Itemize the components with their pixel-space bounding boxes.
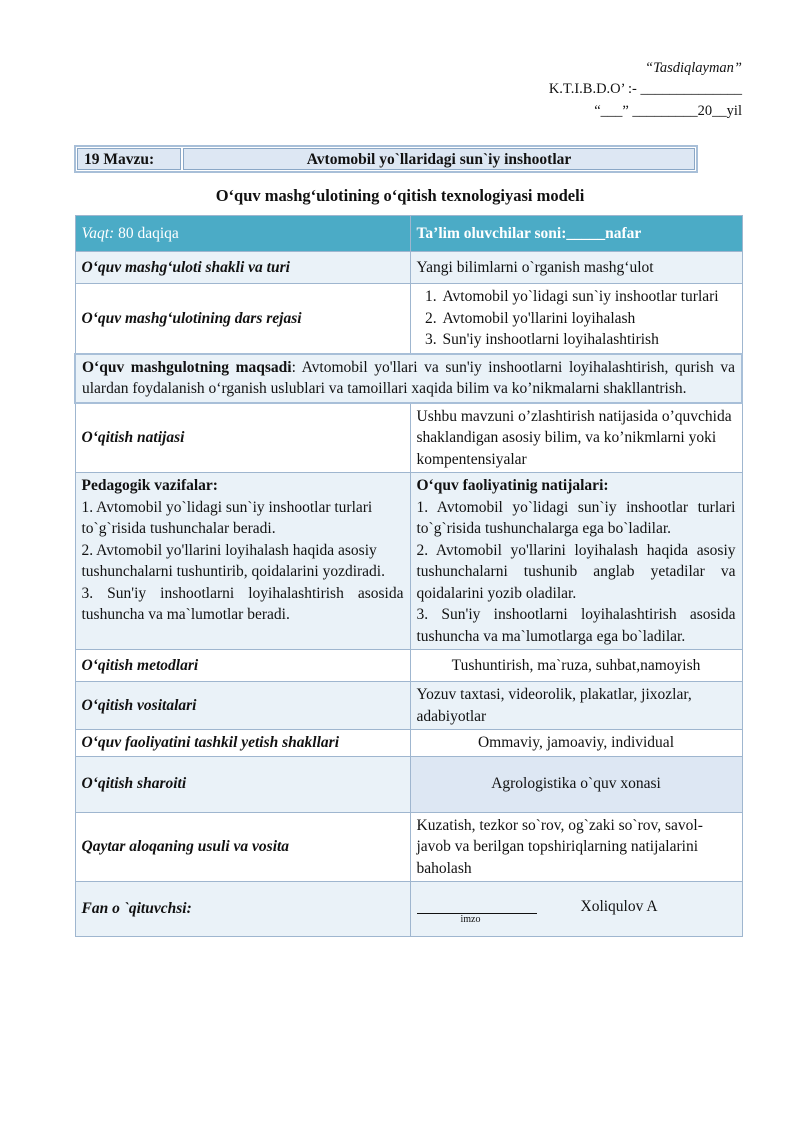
conditions-value: Agrologistika o`quv xonasi xyxy=(410,756,742,812)
topic-title: Avtomobil yo`llaridagi sun`iy inshootlar xyxy=(183,148,695,170)
approval-stamp-title: “Tasdiqlayman” xyxy=(645,60,742,76)
list-item: 3. Sun'iy inshootlarni loyihalashtirish asosida tushuncha va ma`lumotlarga ega bo`ladilar. xyxy=(416,606,736,645)
methods-label: O‘qitish metodlari xyxy=(75,650,410,682)
methods-value: Tushuntirish, ma`ruza, suhbat,namoyish xyxy=(410,650,742,682)
form-label: O‘quv mashg‘uloti shakli va turi xyxy=(75,252,410,284)
teacher-name: Xoliqulov A xyxy=(580,898,658,915)
feedback-label: Qaytar aloqaning usuli va vosita xyxy=(75,812,410,882)
teaching-model-table xyxy=(74,215,743,937)
table-row xyxy=(75,403,742,473)
list-item: 1. Avtomobil yo`lidagi sun`iy inshootlar turlari to`g`risida tushunchalar beradi. xyxy=(81,498,373,537)
conditions-label: O‘qitish sharoiti xyxy=(75,756,410,812)
list-item: 2. Avtomobil yo'llarini loyihalash haqida asosiy tushunchalarni tushuntirib, qoidalarini yozdiradi. xyxy=(81,541,385,580)
table-row xyxy=(75,682,742,730)
plan-label: O‘quv mashg‘ulotining dars rejasi xyxy=(75,284,410,354)
organization-value: Ommaviy, jamoaviy, individual xyxy=(410,730,742,757)
results-label: O‘qitish natijasi xyxy=(75,403,410,473)
goal-label: O‘quv mashgulotning maqsadi xyxy=(82,358,292,376)
outcomes-title: O‘quv faoliyatinig natijalari: xyxy=(416,477,609,494)
plan-list xyxy=(417,286,736,351)
document-heading: O‘quv mashg‘ulotining o‘qitish texnologiyasi modeli xyxy=(215,186,585,205)
tools-label: O‘qitish vositalari xyxy=(75,682,410,730)
table-row xyxy=(75,882,742,937)
table-row xyxy=(75,756,742,812)
table-row xyxy=(75,252,742,284)
table-row xyxy=(75,354,742,403)
time-value: 80 daqiqa xyxy=(114,224,179,242)
tasks-title: Pedagogik vazifalar: xyxy=(81,477,218,494)
table-row xyxy=(75,812,742,882)
tools-value: Yozuv taxtasi, videorolik, plakatlar, jixozlar, adabiyotlar xyxy=(410,682,742,730)
table-header-row xyxy=(75,216,742,252)
table-row xyxy=(75,730,742,757)
plan-cell xyxy=(410,284,742,354)
students-count: Ta’lim oluvchilar soni:_____nafar xyxy=(410,216,742,252)
list-item: 1. Avtomobil yo`lidagi sun`iy inshootlar turlari xyxy=(441,286,736,308)
time-cell xyxy=(75,216,410,252)
list-item: 3. Sun'iy inshootlarni loyihalashtirish xyxy=(441,329,736,351)
organization-label: O‘quv faoliyatini tashkil yetish shakllari xyxy=(75,730,410,757)
list-item: 2. Avtomobil yo'llarini loyihalash xyxy=(441,308,736,330)
table-row xyxy=(75,284,742,354)
list-item: 1. Avtomobil yo`lidagi sun`iy inshootlar turlari to`g`risida tushunchalarga ega bo`ladilar. xyxy=(416,498,736,537)
signature-line xyxy=(417,897,537,914)
list-item: 2. Avtomobil yo'llarini loyihalash haqida asosiy tushunchalarni tushunib anglab yetadilar va qoidalarini yozib oladilar. xyxy=(416,541,736,602)
results-value: Ushbu mavzuni o’zlashtirish natijasida o’quvchida shaklandigan asosiy bilim, va ko’nikmlarni yoki kompentensiyalar xyxy=(410,403,742,473)
topic-box xyxy=(74,145,698,173)
topic-label: 19 Mavzu: xyxy=(77,148,181,170)
feedback-value: Kuzatish, tezkor so`rov, og`zaki so`rov, savol-javob va berilgan topshiriqlarning natijalarini baholash xyxy=(410,812,742,882)
tasks-cell xyxy=(75,473,410,650)
time-label: Vaqt: xyxy=(81,224,115,242)
goal-cell xyxy=(75,354,742,403)
outcomes-cell xyxy=(410,473,742,650)
table-row xyxy=(75,473,742,650)
table-row xyxy=(75,650,742,682)
signature-cell xyxy=(410,882,742,937)
teacher-label: Fan o `qituvchsi: xyxy=(75,882,410,937)
signature-caption: imzo xyxy=(460,913,481,925)
form-value: Yangi bilimlarni o`rganish mashg‘ulot xyxy=(410,252,742,284)
approval-position-line: K.T.I.B.D.O’ :- ______________ xyxy=(548,81,742,97)
list-item: 3. Sun'iy inshootlarni loyihalashtirish asosida tushuncha va ma`lumotlar beradi. xyxy=(81,584,404,623)
approval-date-line: “___” _________20__yil xyxy=(594,103,742,119)
goal-text: : Avtomobil yo'llari va sun'iy inshootlarni loyihalashtirish, qurish va ulardan foydalanish o‘rganish uslublari va tamoillari xaqida bilim va ko’nikmalarni shakllantrish. xyxy=(82,358,735,397)
